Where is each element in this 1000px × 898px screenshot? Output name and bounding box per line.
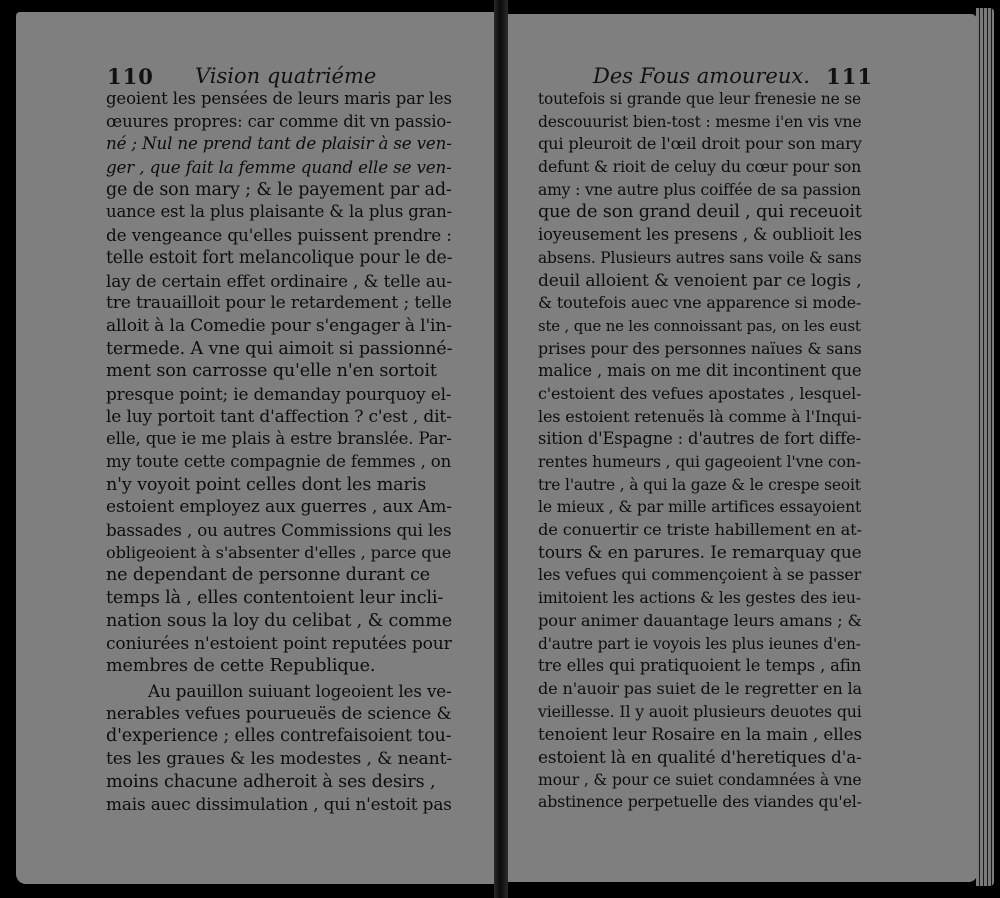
text-line: qui pleuroit de l'œil droit pour son mary (538, 134, 862, 154)
text-line: mais auec dissimulation , qui n'estoit pas (106, 794, 452, 815)
text-line: de vengeance qu'elles puissent prendre : (106, 225, 452, 246)
text-line: presque point; ie demanday pourquoy el- (106, 383, 452, 404)
text-line: né ; Nul ne prend tant de plaisir à se ven- (106, 134, 452, 154)
text-line: toutefois si grande que leur frenesie ne se (538, 90, 861, 108)
text-line: vieillesse. Il y auoit plusieurs deuotes qui (538, 701, 862, 721)
text-line: nation sous la loy du celibat , & comme (106, 610, 452, 631)
text-line: deuil alloient & venoient par ce logis , (538, 270, 862, 291)
left-running-title: Vision quatriéme (195, 64, 377, 88)
text-line: amy : vne autre plus coiffée de sa passion (538, 180, 861, 199)
text-line: d'autre part ie voyois les plus ieunes d'en- (538, 634, 861, 653)
text-line: ger , que fait la femme quand elle se ven- (106, 157, 452, 178)
text-line: elle, que ie me plais à estre branslée. Par- (106, 429, 452, 449)
text-line: lay de certain effet ordinaire , & telle au- (106, 270, 452, 291)
text-line: imitoient les actions & les gestes des ieu- (538, 588, 861, 608)
text-line: defunt & rioit de celuy du cœur pour son (538, 157, 862, 177)
right-page-text (538, 88, 864, 814)
text-line: descouurist bien-tost : mesme i'en vis vne (538, 112, 862, 131)
text-line: le mieux , & par mille artifices essayoient (538, 498, 862, 517)
text-line: le luy portoit tant d'affection ? c'est , dit- (106, 406, 452, 427)
text-line: estoient employez aux guerres , aux Am- (106, 497, 452, 518)
left-page-number: 110 (107, 64, 154, 89)
text-line: nerables vefues pourueuës de science & (106, 703, 452, 724)
text-line: estoient là en qualité d'heretiques d'a- (538, 746, 862, 767)
text-line: tre l'autre , à qui la gaze & le crespe seoit (538, 475, 861, 494)
text-line: tenoient leur Rosaire en la main , elles (538, 724, 862, 745)
text-line: ment son carrosse qu'elle n'en sortoit (106, 361, 437, 382)
text-line: uance est la plus plaisante & la plus gran- (106, 202, 453, 222)
text-line: ge de son mary ; & le payement par ad- (106, 179, 452, 200)
text-line: les estoient retenuës là comme à l'Inqui- (538, 406, 862, 426)
text-line: termede. A vne qui aimoit si passionné- (106, 338, 453, 359)
text-line: n'y voyoit point celles dont les maris (106, 474, 427, 495)
right-page-number: 111 (826, 64, 873, 89)
text-line: prises pour des personnes naïues & sans (538, 338, 862, 358)
text-line: sition d'Espagne : d'autres de fort diffe- (538, 429, 862, 449)
text-line: œuures propres: car comme dit vn passio- (106, 111, 452, 131)
text-line: ste , que ne les connoissant pas, on les eust (538, 316, 861, 335)
text-line: ioyeusement les presens , & oublioit les (538, 225, 862, 245)
text-line: c'estoient des vefues apostates , lesquel- (538, 383, 862, 403)
text-line: bassades , ou autres Commissions qui les (106, 520, 452, 541)
text-line: rentes humeurs , qui gageoient l'vne con- (538, 453, 861, 471)
text-line: absens. Plusieurs autres sans voile & sans (538, 248, 862, 267)
text-line: tours & en parures. Ie remarquay que (538, 542, 862, 563)
text-line: tre trauailloit pour le retardement ; telle (106, 293, 452, 314)
page-edges (976, 8, 994, 886)
text-line: telle estoit fort melancolique pour le de- (106, 247, 453, 268)
book-gutter (494, 0, 508, 898)
text-line: les vefues qui commençoient à se passer (538, 565, 862, 585)
text-line: & toutefois auec vne apparence si mode- (538, 293, 862, 313)
text-line: pour animer dauantage leurs amans ; & (538, 610, 862, 630)
text-line: coniurées n'estoient point reputées pour (106, 633, 452, 654)
text-line: tes les graues & les modestes , & neant- (106, 748, 452, 769)
text-line: temps là , elles contentoient leur incli- (106, 588, 444, 609)
left-page-text (106, 88, 456, 816)
text-line: de conuertir ce triste habillement en at- (538, 520, 862, 540)
text-line: membres de cette Republique. (106, 656, 376, 677)
text-line: de n'auoir pas suiet de le regretter en la (538, 678, 862, 698)
text-line: alloit à la Comedie pour s'engager à l'in- (106, 315, 452, 336)
text-line: Au pauillon suiuant logeoient les ve- (148, 680, 452, 701)
text-line: tre elles qui pratiquoient le temps , afin (538, 656, 862, 676)
text-line: obligeoient à s'absenter d'elles , parce que (106, 542, 452, 562)
text-line: my toute cette compagnie de femmes , on (106, 452, 452, 471)
text-line: moins chacune adheroit à ses desirs , (106, 771, 436, 792)
text-line: ne dependant de personne durant ce (106, 565, 431, 586)
text-line: geoient les pensées de leurs maris par les (106, 89, 452, 108)
text-line: mour , & pour ce suiet condamnées à vne (538, 770, 862, 789)
text-line: abstinence perpetuelle des viandes qu'el- (538, 792, 862, 812)
text-line: d'experience ; elles contrefaisoient tou- (106, 726, 452, 747)
text-line: malice , mais on me dit incontinent que (538, 361, 862, 381)
text-line: que de son grand deuil , qui receuoit (538, 202, 862, 223)
right-running-title: Des Fous amoureux. (593, 64, 810, 88)
